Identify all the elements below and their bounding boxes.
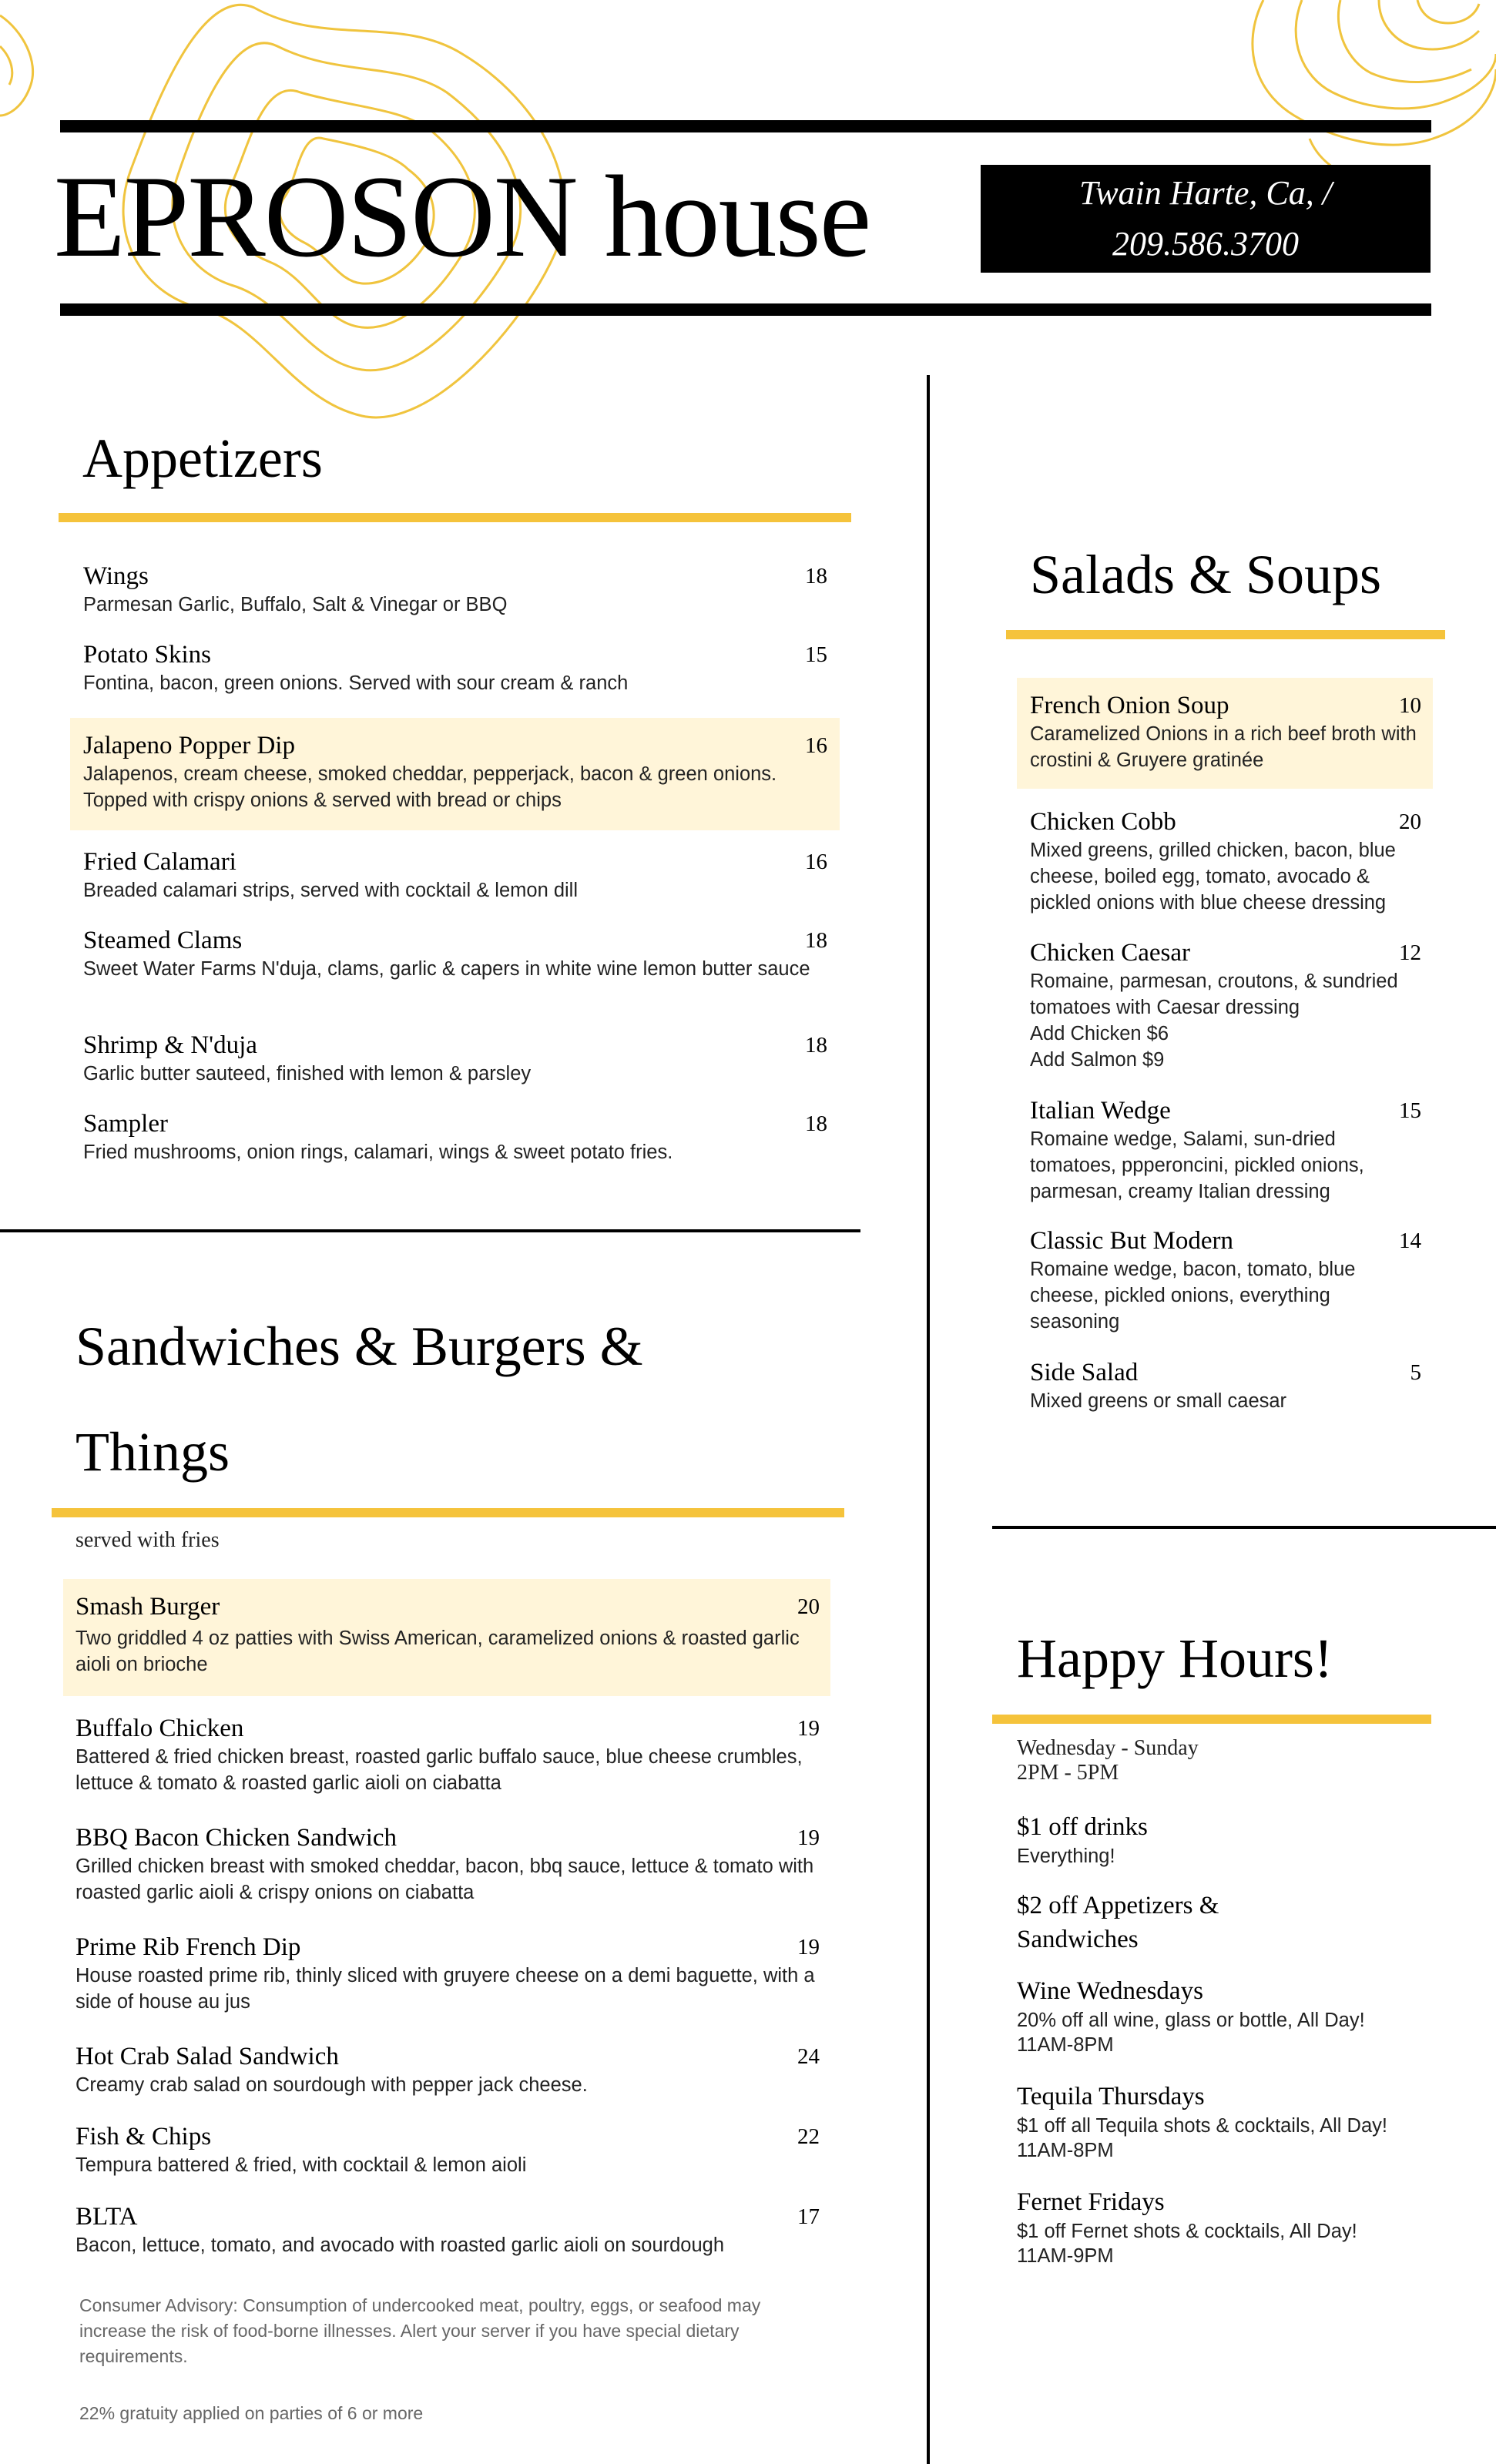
happy-hour-deal-fernet (1017, 2185, 1464, 2268)
item-description: Mixed greens or small caesar (1030, 1390, 1287, 1412)
menu-item-fried-calamari (83, 846, 827, 903)
happy-hours-days: Wednesday - Sunday (1017, 1736, 1199, 1760)
item-price: 18 (805, 564, 827, 588)
item-price: 16 (805, 733, 827, 758)
item-name: Jalapeno Popper Dip (83, 732, 295, 759)
menu-item-prime-rib-french-dip (75, 1932, 820, 2015)
item-price: 15 (805, 642, 827, 667)
happy-hour-deal-drinks (1017, 1810, 1417, 1869)
item-name: Smash Burger (75, 1593, 220, 1621)
item-description: Romaine wedge, Salami, sun-dried tomatoes, ppperoncini, pickled onions, parmesan, creamy Italian dressing (1030, 1128, 1364, 1202)
deal-description: Everything! (1017, 1845, 1115, 1867)
brand-title: EPROSON house (54, 152, 870, 281)
deal-hours: 11AM-8PM (1017, 2034, 1114, 2056)
appetizers-title: Appetizers (82, 427, 323, 489)
menu-item-wings (83, 561, 827, 618)
menu-item-chicken-caesar (1030, 937, 1421, 1073)
appetizers-bottom-rule (0, 1229, 860, 1232)
item-name: Fish & Chips (75, 2123, 212, 2151)
sandwiches-title-line2: Things (75, 1421, 230, 1483)
item-name: Fried Calamari (83, 848, 236, 876)
menu-item-side-salad (1030, 1357, 1421, 1414)
item-description: Tempura battered & fried, with cocktail & lemon aioli (75, 2154, 527, 2176)
item-name: Buffalo Chicken (75, 1715, 244, 1742)
item-description: Grilled chicken breast with smoked cheddar, bacon, bbq sauce, lettuce & tomato with roasted garlic aioli & crispy onions on ciabatta (75, 1856, 814, 1903)
sandwiches-accent-bar (52, 1508, 844, 1517)
menu-item-sampler (83, 1108, 827, 1165)
item-name: Shrimp & N'duja (83, 1031, 257, 1059)
gratuity-note: 22% gratuity applied on parties of 6 or more (79, 2403, 424, 2423)
item-description: Battered & fried chicken breast, roasted garlic buffalo sauce, blue cheese crumbles, lettuce & tomato & roasted garlic aioli on ciabatta (75, 1746, 803, 1794)
item-price: 18 (805, 928, 827, 953)
consumer-advisory: Consumer Advisory: Consumption of undercooked meat, poultry, eggs, or seafood may increase the risk of food-borne illnesses. Alert your server if you have special dietary requirements. (79, 2295, 761, 2366)
item-description: Garlic butter sauteed, finished with lemon & parsley (83, 1063, 532, 1084)
item-name: Italian Wedge (1030, 1097, 1171, 1125)
item-description: Breaded calamari strips, served with cocktail & lemon dill (83, 880, 579, 901)
item-description: Creamy crab salad on sourdough with pepper jack cheese. (75, 2074, 588, 2096)
deal-hours: 11AM-9PM (1017, 2245, 1114, 2267)
salads-title: Salads & Soups (1030, 544, 1382, 605)
item-name: Chicken Cobb (1030, 808, 1176, 836)
menu-item-steamed-clams (83, 925, 827, 982)
menu-item-hot-crab-salad (75, 2041, 820, 2098)
location-text: Twain Harte, Ca, / (1078, 174, 1332, 212)
item-price: 19 (797, 1825, 820, 1850)
column-divider (927, 375, 930, 2464)
item-name: Chicken Caesar (1030, 939, 1191, 967)
menu-item-french-onion-soup (1030, 690, 1421, 773)
item-name: BLTA (75, 2203, 138, 2231)
item-description: Jalapenos, cream cheese, smoked cheddar, pepperjack, bacon & green onions. Topped with crispy onions & served with bread or chips (83, 763, 777, 811)
item-name: Sampler (83, 1110, 168, 1138)
item-price: 22 (797, 2124, 820, 2149)
header-bottom-rule (60, 303, 1431, 316)
item-name: Side Salad (1030, 1359, 1139, 1386)
salads-accent-bar (1006, 630, 1445, 639)
menu-item-potato-skins (83, 639, 827, 696)
item-name: Steamed Clams (83, 927, 243, 954)
item-description: Bacon, lettuce, tomato, and avocado with roasted garlic aioli on sourdough (75, 2234, 725, 2256)
item-description: Mixed greens, grilled chicken, bacon, blue cheese, boiled egg, tomato, avocado & pickled onions with blue cheese dressing (1030, 840, 1396, 914)
happy-hours-accent-bar (992, 1715, 1431, 1724)
item-name: BBQ Bacon Chicken Sandwich (75, 1824, 397, 1852)
deal-name: Tequila Thursdays (1017, 2083, 1205, 2110)
deal-name: Fernet Fridays (1017, 2188, 1165, 2216)
sandwiches-title-line1: Sandwiches & Burgers & (75, 1316, 643, 1377)
menu-item-blta (75, 2201, 820, 2258)
item-description: Two griddled 4 oz patties with Swiss American, caramelized onions & roasted garlic aioli on brioche (75, 1628, 800, 1675)
item-price: 20 (1399, 810, 1421, 834)
item-price: 15 (1399, 1098, 1421, 1123)
add-chicken-option: Add Chicken $6 (1030, 1023, 1169, 1044)
item-price: 18 (805, 1111, 827, 1136)
item-price: 12 (1399, 940, 1421, 965)
item-name: Potato Skins (83, 641, 211, 669)
happy-hour-deal-appetizers (1017, 1889, 1271, 1956)
item-price: 17 (797, 2204, 820, 2229)
location-box (981, 165, 1431, 273)
item-description: Romaine wedge, bacon, tomato, blue cheese, pickled onions, everything seasoning (1030, 1259, 1356, 1333)
item-price: 16 (805, 850, 827, 874)
menu-item-jalapeno-popper-dip (83, 730, 827, 813)
item-name: Hot Crab Salad Sandwich (75, 2043, 339, 2070)
deal-description: 20% off all wine, glass or bottle, All Day! (1017, 2010, 1365, 2031)
deal-description: $1 off Fernet shots & cocktails, All Day! (1017, 2221, 1357, 2242)
menu-item-bbq-bacon-chicken (75, 1822, 820, 1906)
item-price: 18 (805, 1033, 827, 1058)
happy-hours-time: 2PM - 5PM (1017, 1761, 1119, 1785)
item-price: 19 (797, 1935, 820, 1959)
item-price: 14 (1399, 1229, 1421, 1253)
item-description: House roasted prime rib, thinly sliced with gruyere cheese on a demi baguette, with a side of house au jus (75, 1965, 815, 2013)
item-price: 5 (1410, 1360, 1421, 1385)
add-salmon-option: Add Salmon $9 (1030, 1049, 1165, 1071)
menu-item-classic-but-modern (1030, 1225, 1421, 1335)
item-price: 20 (797, 1594, 820, 1619)
item-description: Romaine, parmesan, croutons, & sundried tomatoes with Caesar dressing (1030, 971, 1398, 1018)
header-top-rule (60, 120, 1431, 132)
deal-name: $1 off drinks (1017, 1813, 1148, 1841)
sandwiches-subtitle: served with fries (75, 1528, 220, 1552)
item-description: Fontina, bacon, green onions. Served with sour cream & ranch (83, 672, 629, 694)
menu-item-shrimp-nduja (83, 1030, 827, 1087)
item-name: Wings (83, 562, 149, 590)
item-description: Parmesan Garlic, Buffalo, Salt & Vinegar or BBQ (83, 594, 508, 615)
deal-hours: 11AM-8PM (1017, 2140, 1114, 2161)
happy-hours-title: Happy Hours! (1017, 1628, 1333, 1689)
item-name: Classic But Modern (1030, 1227, 1233, 1255)
item-price: 10 (1399, 693, 1421, 718)
menu-item-smash-burger (75, 1591, 820, 1678)
menu-item-italian-wedge (1030, 1095, 1421, 1205)
item-name: Prime Rib French Dip (75, 1933, 301, 1961)
deal-description: $1 off all Tequila shots & cocktails, All Day! (1017, 2115, 1387, 2137)
item-description: Fried mushrooms, onion rings, calamari, wings & sweet potato fries. (83, 1141, 673, 1163)
item-price: 19 (797, 1716, 820, 1741)
menu-item-fish-and-chips (75, 2121, 820, 2178)
appetizers-accent-bar (59, 513, 851, 522)
item-description: Caramelized Onions in a rich beef broth with crostini & Gruyere gratinée (1030, 723, 1417, 771)
happy-hours-schedule (1017, 1736, 1199, 1785)
happy-hour-deal-wine (1017, 1974, 1448, 2057)
salads-bottom-rule (992, 1526, 1496, 1529)
phone-number: 209.586.3700 (1112, 225, 1299, 263)
happy-hour-deal-tequila (1017, 2080, 1464, 2163)
deal-name: $2 off Appetizers & Sandwiches (1017, 1892, 1219, 1953)
menu-item-buffalo-chicken (75, 1713, 820, 1796)
menu-item-chicken-cobb (1030, 806, 1421, 916)
item-description: Sweet Water Farms N'duja, clams, garlic & capers in white wine lemon butter sauce (83, 958, 810, 980)
deal-name: Wine Wednesdays (1017, 1977, 1203, 2005)
item-price: 24 (797, 2044, 820, 2069)
item-name: French Onion Soup (1030, 692, 1229, 719)
